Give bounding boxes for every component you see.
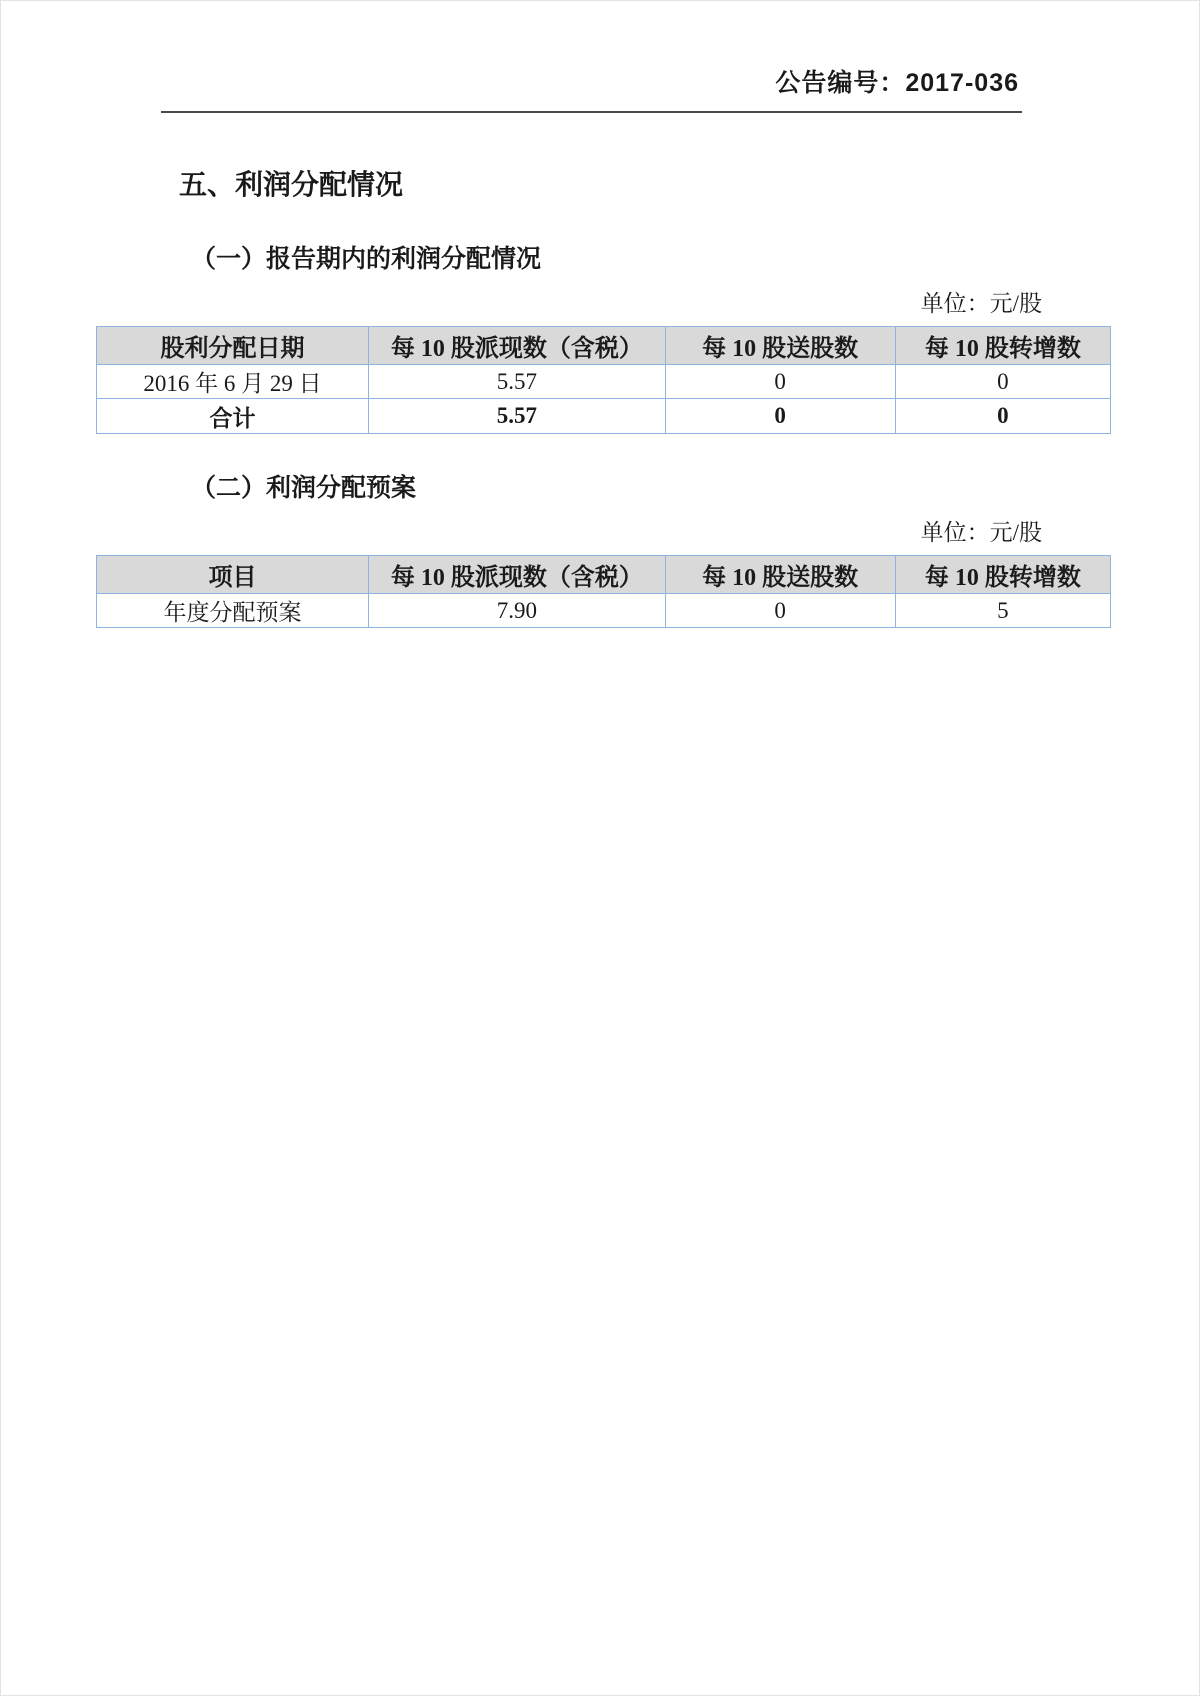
table-cell: 0 (895, 399, 1110, 434)
table-cell: 合计 (97, 399, 369, 434)
table-cell: 0 (665, 365, 895, 399)
table-row (97, 594, 1111, 628)
column-header: 每 10 股送股数 (665, 327, 895, 365)
table-cell: 5.57 (369, 365, 666, 399)
table-cell: 7.90 (369, 594, 666, 628)
table-header-row (97, 556, 1111, 594)
unit-label-2: 单位：元/股 (920, 520, 1042, 545)
table-row (97, 399, 1111, 434)
header-divider (161, 111, 1022, 113)
table-header-row (97, 327, 1111, 365)
announcement-number: 公告编号：2017-036 (775, 69, 1019, 97)
table-cell: 年度分配预案 (97, 594, 369, 628)
subsection-2-title: （二）利润分配预案 (191, 475, 417, 502)
table-cell: 5 (895, 594, 1110, 628)
profit-distribution-proposal-table (96, 555, 1111, 628)
table-cell: 0 (895, 365, 1110, 399)
table-cell: 0 (665, 594, 895, 628)
table-cell: 2016 年 6 月 29 日 (97, 365, 369, 399)
table-row (97, 365, 1111, 399)
unit-label-1: 单位：元/股 (920, 291, 1042, 316)
column-header: 项目 (97, 556, 369, 594)
table-cell: 5.57 (369, 399, 666, 434)
column-header: 每 10 股派现数（含税） (369, 556, 666, 594)
dividend-distribution-table (96, 326, 1111, 434)
section-title: 五、利润分配情况 (179, 169, 404, 200)
column-header: 股利分配日期 (97, 327, 369, 365)
column-header: 每 10 股转增数 (895, 327, 1110, 365)
column-header: 每 10 股派现数（含税） (369, 327, 666, 365)
subsection-1-title: （一）报告期内的利润分配情况 (191, 246, 542, 273)
table-cell: 0 (665, 399, 895, 434)
column-header: 每 10 股转增数 (895, 556, 1110, 594)
column-header: 每 10 股送股数 (665, 556, 895, 594)
